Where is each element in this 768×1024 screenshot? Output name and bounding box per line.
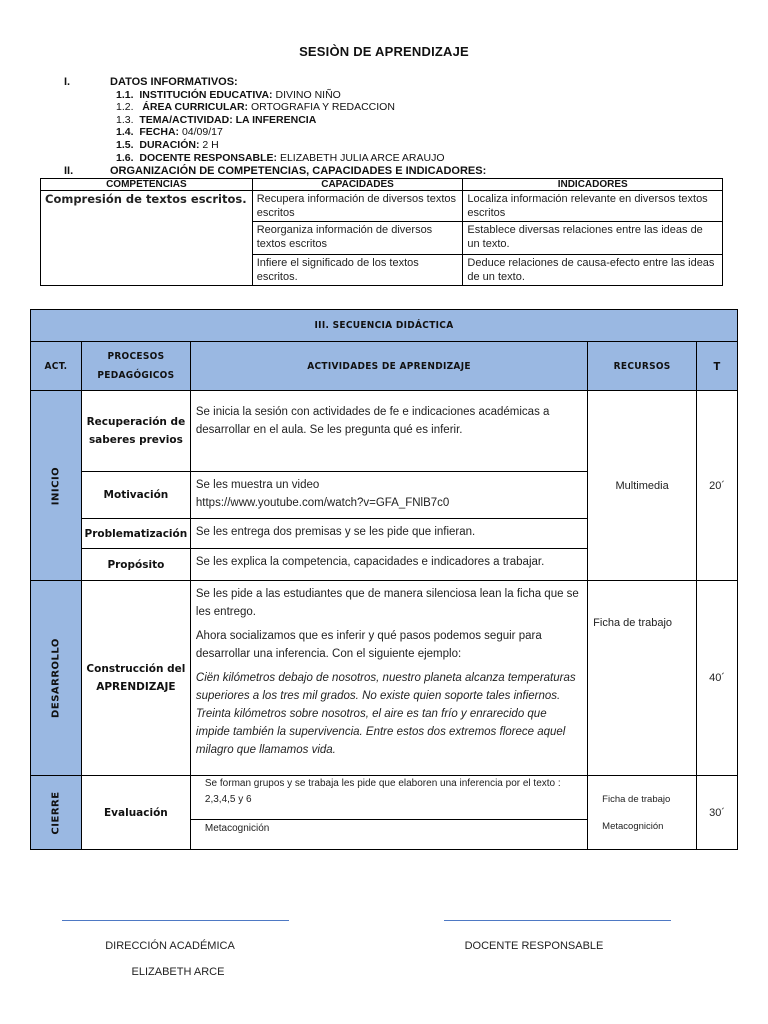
- header-recursos: RECURSOS: [588, 342, 697, 391]
- proceso-motivacion: Motivación: [81, 472, 190, 519]
- actividad-paragraph: Se les pide a las estudiantes que de manera silenciosa lean la ficha que se les entrego.: [195, 588, 579, 618]
- indicador-cell: Deduce relaciones de causa-efecto entre las ideas de un texto.: [463, 255, 723, 286]
- header-act: ACT.: [31, 342, 82, 391]
- signature-left-name: ELIZABETH ARCE: [131, 966, 225, 978]
- indicador-cell: Establece diversas relaciones entre las ideas de un texto.: [463, 222, 723, 255]
- signature-left-label: DIRECCIÓN ACADÉMICA: [105, 940, 235, 952]
- ejemplo-text: Ciën kilómetros debajo de nosotros, nuestro planeta alcanza temperaturas superiores a los tres mil grados. No existe quien soporte tales infiernos. Treinta kilómetros sobre nosotros, el aire es tan frío y enrarecido que impide también la supervivencia. Entre estos dos extremos florece aquel milagro que llamamos vida.: [195, 672, 576, 756]
- info-value: DIVINO NIÑO: [275, 89, 341, 101]
- proceso-evaluacion: Evaluación: [81, 776, 190, 850]
- table-row: [31, 581, 738, 776]
- competencias-header-row: [41, 179, 723, 191]
- phase-cierre-label: CIERRE: [50, 790, 62, 835]
- info-label: DURACIÓN:: [139, 139, 200, 151]
- section-1-title: DATOS INFORMATIVOS:: [110, 76, 238, 88]
- secuencia-header-row: [31, 342, 738, 391]
- section-2-number: II.: [64, 165, 74, 177]
- actividad-motivacion-line1: Se les muestra un video: [195, 479, 320, 491]
- recursos-inicio: Multimedia: [588, 391, 697, 581]
- info-label: FECHA:: [139, 126, 180, 138]
- info-item-3: [116, 114, 316, 127]
- info-value: ORTOGRAFIA Y REDACCION: [250, 101, 395, 113]
- actividad-cierre: [190, 776, 587, 850]
- capacidad-cell: Recupera información de diversos textos escritos: [252, 191, 463, 222]
- video-link[interactable]: https://www.youtube.com/watch?v=GFA_FNlB7c0: [195, 497, 450, 509]
- info-number: 1.1.: [116, 89, 134, 101]
- secuencia-title: III. SECUENCIA DIDÁCTICA: [31, 310, 738, 342]
- actividad-motivacion: [190, 472, 587, 519]
- header-actividades: ACTIVIDADES DE APRENDIZAJE: [190, 342, 587, 391]
- section-1-number: I.: [64, 76, 71, 88]
- header-indicadores: INDICADORES: [463, 179, 723, 191]
- header-competencias: COMPETENCIAS: [41, 179, 253, 191]
- time-inicio: 20´: [697, 391, 738, 581]
- info-label: ÁREA CURRICULAR:: [142, 101, 249, 113]
- table-row: [31, 776, 738, 850]
- header-procesos: PROCESOS PEDAGÓGICOS: [81, 342, 190, 391]
- info-value: 2 H: [202, 139, 219, 151]
- info-value: ELIZABETH JULIA ARCE ARAUJO: [279, 152, 445, 164]
- table-row: [41, 191, 723, 222]
- document-title: SESIÒN DE APRENDIZAJE: [299, 44, 469, 59]
- indicador-cell: Localiza información relevante en diversos textos escritos: [463, 191, 723, 222]
- phase-desarrollo-label: DESARROLLO: [50, 638, 62, 718]
- proceso-recuperacion: Recuperación de saberes previos: [81, 391, 190, 472]
- info-number: 1.5.: [116, 139, 134, 151]
- proceso-proposito: Propósito: [81, 549, 190, 581]
- phase-inicio: [31, 391, 82, 581]
- time-desarrollo: 40´: [697, 581, 738, 776]
- actividad-construccion: [190, 581, 587, 776]
- info-item-1: [116, 89, 341, 102]
- secuencia-table: [30, 309, 738, 850]
- competencias-table: [40, 178, 723, 286]
- actividad-recuperacion: Se inicia la sesión con actividades de fe e indicaciones académicas a desarrollar en el aula. Se les pregunta qué es inferir.: [190, 391, 587, 472]
- phase-cierre: [31, 776, 82, 850]
- phase-inicio-label: INICIO: [50, 466, 62, 505]
- actividad-paragraph: Ahora socializamos que es inferir y qué pasos podemos seguir para desarrollar una inferencia. Con el siguiente ejemplo:: [195, 630, 542, 660]
- actividad-cierre-grupos: Se forman grupos y se trabaja les pide que elaboren una inferencia por el texto : 2,3,4,5 y 6: [191, 776, 587, 820]
- header-capacidades: CAPACIDADES: [252, 179, 463, 191]
- recursos-cierre: [588, 776, 697, 850]
- proceso-problematizacion: Problematización: [81, 519, 190, 549]
- header-t: T: [697, 342, 738, 391]
- secuencia-title-row: [31, 310, 738, 342]
- info-label: INSTITUCIÓN EDUCATIVA:: [139, 89, 273, 101]
- signature-line-left: [62, 920, 289, 921]
- info-item-6: [116, 152, 445, 165]
- capacidad-cell: Reorganiza información de diversos textos escritos: [252, 222, 463, 255]
- section-2-title: ORGANIZACIÓN DE COMPETENCIAS, CAPACIDADES E INDICADORES:: [110, 165, 487, 177]
- actividad-cierre-metacognicion: Metacognición: [204, 823, 270, 834]
- table-row: [31, 391, 738, 472]
- time-cierre: 30´: [697, 776, 738, 850]
- signature-line-right: [444, 920, 671, 921]
- info-label: TEMA/ACTIVIDAD: LA INFERENCIA: [139, 114, 317, 126]
- info-label: DOCENTE RESPONSABLE:: [139, 152, 278, 164]
- info-number: 1.3.: [116, 114, 134, 126]
- info-value: 04/09/17: [181, 126, 223, 138]
- actividad-problematizacion: Se les entrega dos premisas y se les pide que infieran.: [190, 519, 587, 549]
- signature-right-label: DOCENTE RESPONSABLE: [464, 940, 604, 952]
- recurso-metacognicion: Metacognición: [602, 820, 664, 832]
- actividad-proposito: Se les explica la competencia, capacidades e indicadores a trabajar.: [190, 549, 587, 581]
- phase-desarrollo: [31, 581, 82, 776]
- info-number: 1.4.: [116, 126, 134, 138]
- recurso-ficha: Ficha de trabajo: [602, 793, 671, 805]
- proceso-construccion: Construcción del APRENDIZAJE: [81, 581, 190, 776]
- recursos-desarrollo: Ficha de trabajo: [588, 581, 697, 776]
- capacidad-cell: Infiere el significado de los textos escritos.: [252, 255, 463, 286]
- info-item-4: [116, 126, 223, 139]
- info-item-5: [116, 139, 219, 152]
- info-item-2: [116, 101, 395, 114]
- competencia-cell: Compresión de textos escritos.: [41, 191, 253, 286]
- info-number: 1.6.: [116, 152, 134, 164]
- info-number: 1.2.: [116, 101, 134, 113]
